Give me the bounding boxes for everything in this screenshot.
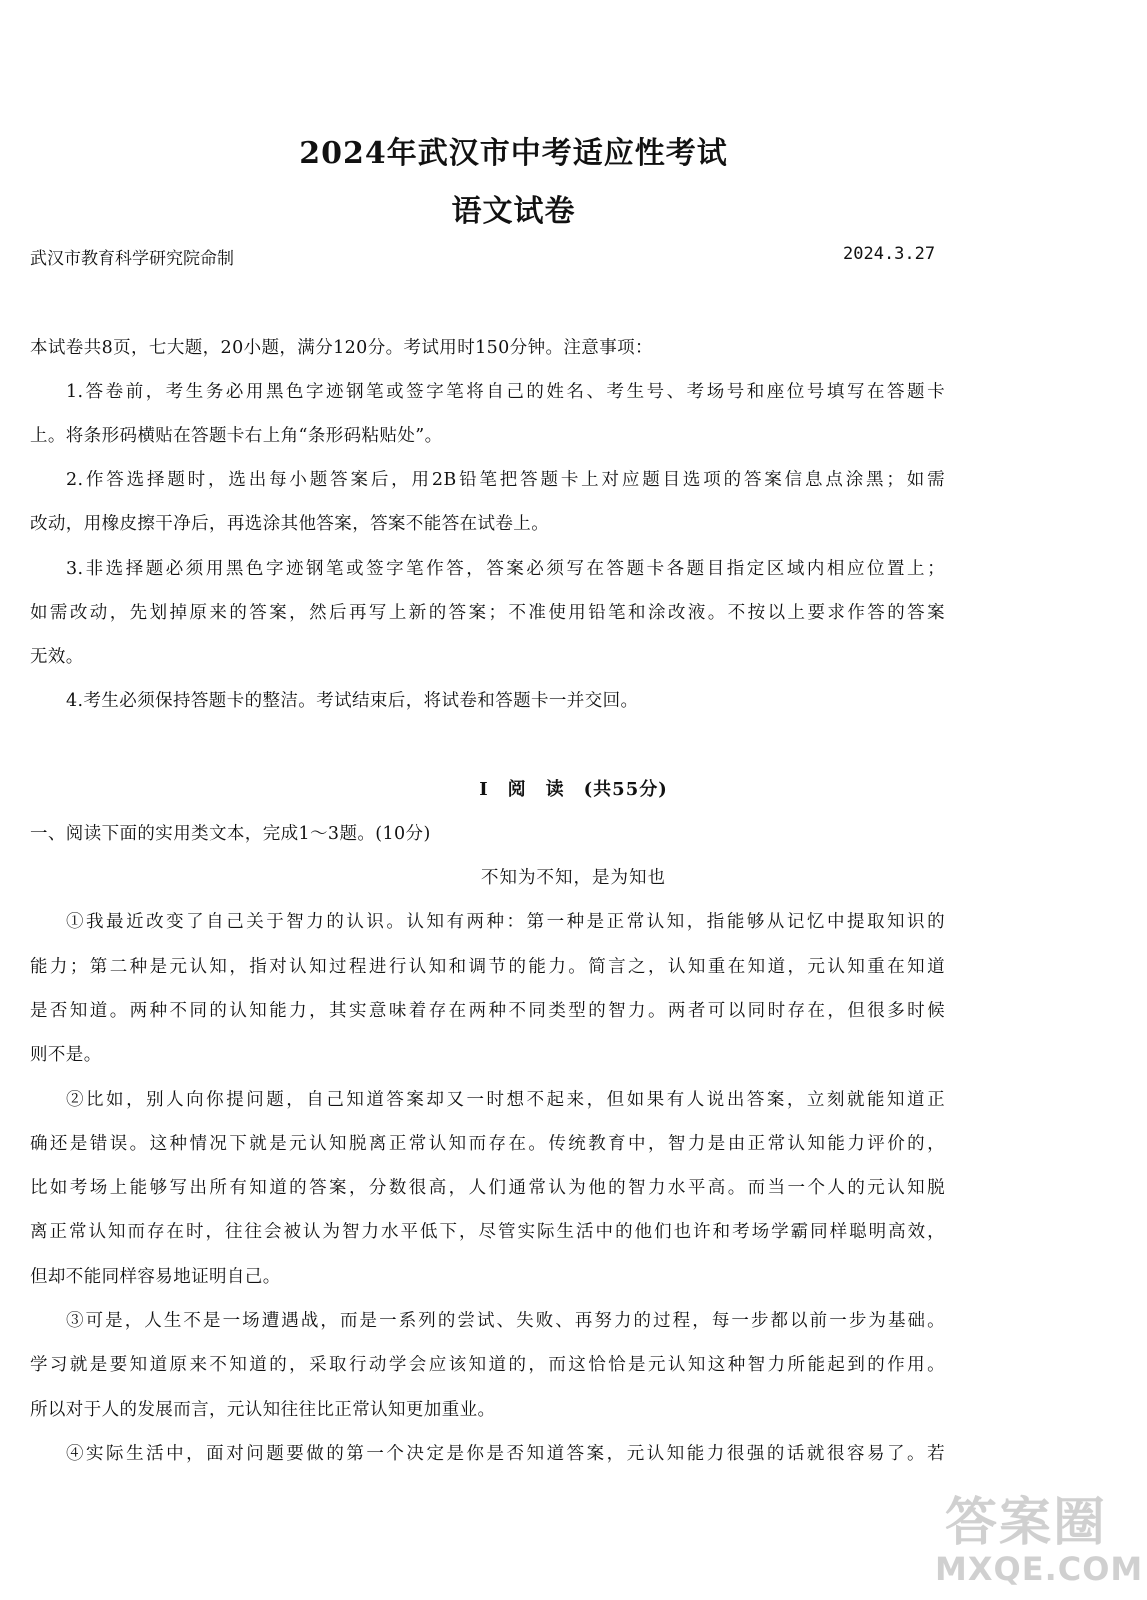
exam-subtitle: 语文试卷: [451, 194, 576, 229]
article-title: 不知为不知，是为知也: [481, 868, 666, 888]
instruction-item-3-line-2: 如需改动，先划掉原来的答案，然后再写上新的答案；不准使用铅笔和涂改液。不按以上要求作答的答案: [30, 603, 945, 623]
issuer-text: 武汉市教育科学研究院命制: [30, 249, 234, 269]
section-heading: I 阅 读 (共55分): [479, 779, 668, 800]
article-paragraph-1-line-4: 则不是。: [30, 1045, 102, 1065]
watermark: [925, 1480, 1144, 1600]
instruction-item-1-line-1: 1.答卷前，考生务必用黑色字迹钢笔或签字笔将自己的姓名、考生号、考场号和座位号填写在答题卡: [66, 382, 945, 402]
watermark-logo: 答案圈: [945, 1493, 1108, 1553]
article-paragraph-2-line-3: 比如考场上能够写出所有知道的答案，分数很高，人们通常认为他的智力水平高。而当一个人的元认知脱: [30, 1178, 945, 1198]
article-paragraph-2-line-2: 确还是错误。这种情况下就是元认知脱离正常认知而存在。传统教育中，智力是由正常认知能力评价的，: [30, 1134, 945, 1154]
article-paragraph-2-line-4: 离正常认知而存在时，往往会被认为智力水平低下，尽管实际生活中的他们也许和考场学霸同样聪明高效，: [30, 1222, 945, 1242]
article-paragraph-2-line-1: ②比如，别人向你提问题，自己知道答案却又一时想不起来，但如果有人说出答案，立刻就能知道正: [66, 1090, 945, 1110]
question-intro: 一、阅读下面的实用类文本，完成1～3题。(10分): [30, 824, 431, 844]
article-paragraph-2-line-5: 但却不能同样容易地证明自己。: [30, 1267, 281, 1287]
watermark-url: MXQE.COM: [935, 1550, 1144, 1588]
article-paragraph-1-line-1: ①我最近改变了自己关于智力的认识。认知有两种：第一种是正常认知，指能够从记忆中提取知识的: [66, 912, 945, 932]
article-paragraph-3-line-1: ③可是，人生不是一场遭遇战，而是一系列的尝试、失败、再努力的过程，每一步都以前一步为基础。: [66, 1311, 945, 1331]
instructions-intro: 本试卷共8页，七大题，20小题，满分120分。考试用时150分钟。注意事项：: [30, 338, 653, 358]
article-paragraph-3-line-2: 学习就是要知道原来不知道的，采取行动学会应该知道的，而这恰恰是元认知这种智力所能起到的作用。: [30, 1355, 945, 1375]
article-paragraph-1-line-3: 是否知道。两种不同的认知能力，其实意味着存在两种不同类型的智力。两者可以同时存在，但很多时候: [30, 1001, 945, 1021]
article-paragraph-3-line-3: 所以对于人的发展而言，元认知往往比正常认知更加重业。: [30, 1400, 496, 1420]
instruction-item-1-line-2: 上。将条形码横贴在答题卡右上角“条形码粘贴处”。: [30, 426, 443, 446]
instruction-item-2-line-2: 改动，用橡皮擦干净后，再选涂其他答案，答案不能答在试卷上。: [30, 514, 550, 534]
instruction-item-4: 4.考生必须保持答题卡的整洁。考试结束后，将试卷和答题卡一并交回。: [66, 691, 639, 711]
exam-title: 2024年武汉市中考适应性考试: [299, 136, 728, 171]
instruction-item-2-line-1: 2.作答选择题时，选出每小题答案后，用2B铅笔把答题卡上对应题目选项的答案信息点涂黑；如需: [66, 470, 945, 490]
article-paragraph-4-line-1: ④实际生活中，面对问题要做的第一个决定是你是否知道答案，元认知能力很强的话就很容易了。若: [66, 1444, 945, 1464]
instruction-item-3-line-1: 3.非选择题必须用黑色字迹钢笔或签字笔作答，答案必须写在答题卡各题目指定区域内相应位置上；: [66, 559, 945, 579]
article-paragraph-1-line-2: 能力；第二种是元认知，指对认知过程进行认知和调节的能力。简言之，认知重在知道，元认知重在知道: [30, 957, 945, 977]
instruction-item-3-line-3: 无效。: [30, 647, 84, 667]
exam-date: 2024.3.27: [843, 244, 936, 264]
